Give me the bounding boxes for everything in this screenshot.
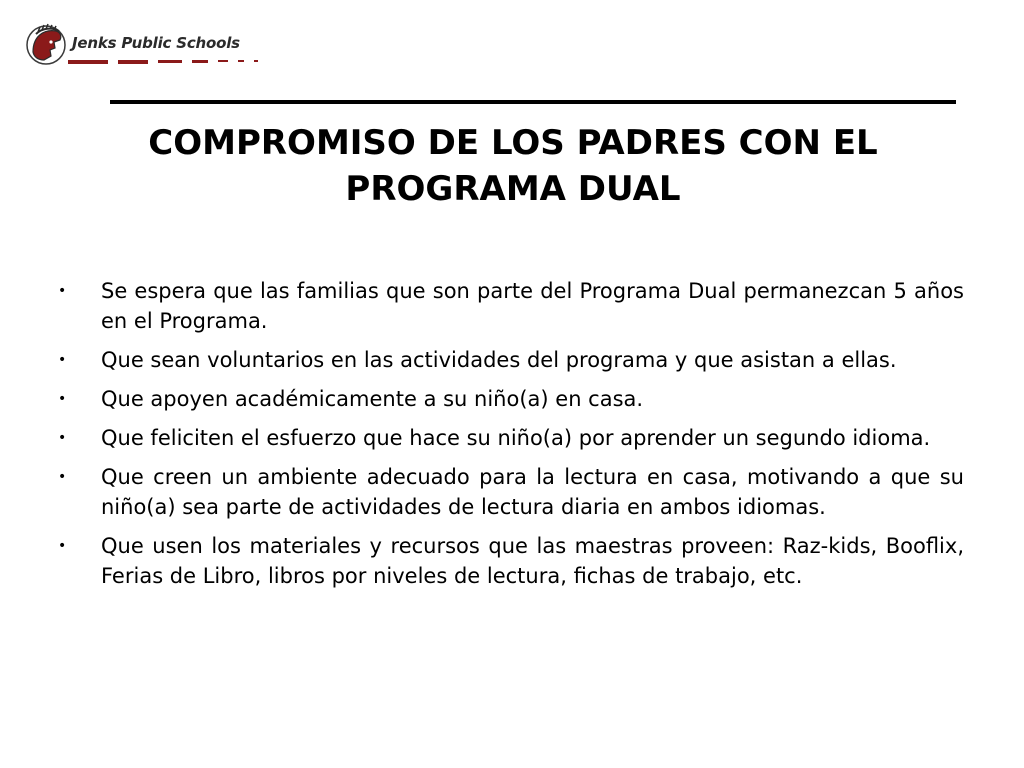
logo-dash-decoration <box>68 58 308 66</box>
list-item <box>58 423 964 453</box>
commitment-list <box>58 276 964 600</box>
bullet-icon: • <box>58 469 67 485</box>
list-item-text: Se espera que las familias que son parte del Programa Dual permanezcan 5 años en el Programa. <box>101 279 964 333</box>
list-item-text: Que sean voluntarios en las actividades del programa y que asistan a ellas. <box>101 348 897 372</box>
bullet-icon: • <box>58 352 67 368</box>
page-title: COMPROMISO DE LOS PADRES CON EL PROGRAMA DUAL <box>148 123 878 209</box>
bullet-icon: • <box>58 430 67 446</box>
list-item <box>58 276 964 336</box>
bullet-icon: • <box>58 538 67 554</box>
trojan-helmet-icon <box>24 22 68 68</box>
bullet-icon: • <box>58 283 67 299</box>
list-item <box>58 462 964 522</box>
list-item <box>58 531 964 591</box>
school-name: Jenks Public Schools <box>72 34 240 52</box>
school-logo <box>24 22 284 72</box>
list-item-text: Que usen los materiales y recursos que las maestras proveen: Raz-kids, Booflix, Ferias de Libro, libros por niveles de lectura, fichas de trabajo, etc. <box>101 534 964 588</box>
bullet-icon: • <box>58 391 67 407</box>
list-item-text: Que apoyen académicamente a su niño(a) en casa. <box>101 387 644 411</box>
list-item <box>58 384 964 414</box>
title-divider <box>110 100 956 104</box>
list-item <box>58 345 964 375</box>
list-item-text: Que creen un ambiente adecuado para la lectura en casa, motivando a que su niño(a) sea parte de actividades de lectura diaria en ambos idiomas. <box>101 465 964 519</box>
list-item-text: Que feliciten el esfuerzo que hace su niño(a) por aprender un segundo idioma. <box>101 426 931 450</box>
